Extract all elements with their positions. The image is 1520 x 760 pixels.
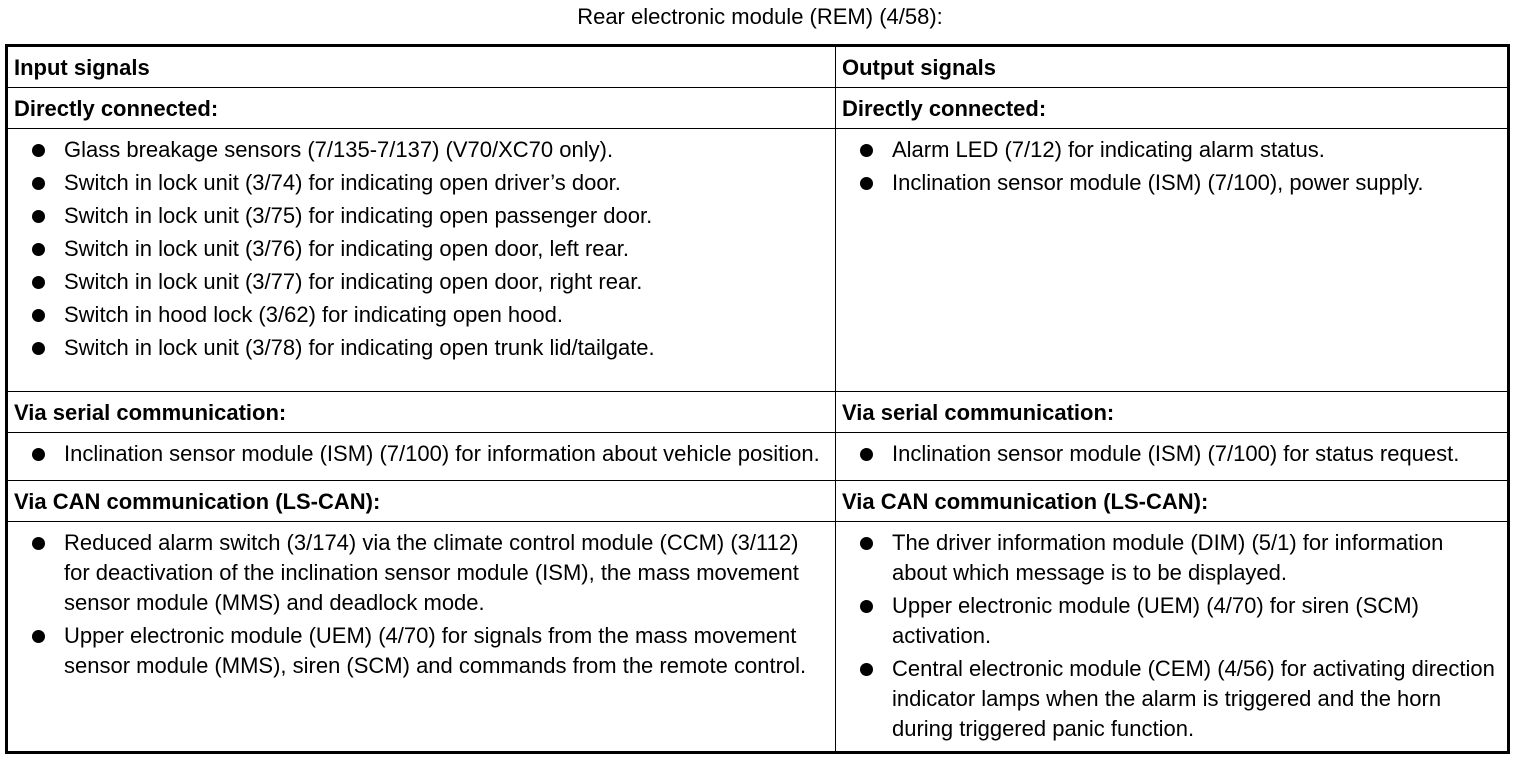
- list-item: [32, 439, 825, 469]
- output-direct-list: [836, 129, 1507, 205]
- output-can-heading: Via CAN communication (LS-CAN):: [836, 481, 1509, 522]
- input-direct-list: [8, 129, 835, 370]
- list-item: [32, 621, 825, 681]
- list-item: [32, 528, 825, 618]
- bullet-icon: [32, 342, 45, 355]
- bullet-icon: [860, 537, 873, 550]
- list-item-text: The driver information module (DIM) (5/1) for information about which message is to be displayed.: [892, 530, 1444, 585]
- output-serial-list: [836, 433, 1507, 476]
- list-item-text: Switch in hood lock (3/62) for indicating open hood.: [64, 302, 563, 327]
- list-item-text: Alarm LED (7/12) for indicating alarm status.: [892, 137, 1325, 162]
- direct-heading-row: [7, 88, 1509, 129]
- bullet-icon: [32, 177, 45, 190]
- direct-items-row: [7, 129, 1509, 392]
- list-item: [860, 591, 1497, 651]
- input-can-cell: [7, 522, 836, 753]
- list-item: [32, 333, 825, 363]
- bullet-icon: [860, 448, 873, 461]
- list-item-text: Switch in lock unit (3/77) for indicating open door, right rear.: [64, 269, 643, 294]
- serial-heading-row: [7, 392, 1509, 433]
- can-heading-row: [7, 481, 1509, 522]
- table-header-row: [7, 46, 1509, 88]
- output-signals-header: Output signals: [836, 46, 1509, 88]
- bullet-icon: [860, 663, 873, 676]
- list-item: [860, 168, 1497, 198]
- bullet-icon: [32, 144, 45, 157]
- serial-items-row: [7, 433, 1509, 481]
- list-item: [32, 267, 825, 297]
- bullet-icon: [32, 309, 45, 322]
- list-item-text: Inclination sensor module (ISM) (7/100), power supply.: [892, 170, 1424, 195]
- output-serial-cell: [836, 433, 1509, 481]
- list-item-text: Inclination sensor module (ISM) (7/100) for status request.: [892, 441, 1460, 467]
- bullet-icon: [32, 448, 45, 461]
- list-item-text: Switch in lock unit (3/75) for indicating open passenger door.: [64, 203, 653, 228]
- list-item: [32, 168, 825, 198]
- bullet-icon: [860, 177, 873, 190]
- list-item-text: Inclination sensor module (ISM) (7/100) for information about vehicle position.: [64, 441, 820, 467]
- bullet-icon: [860, 144, 873, 157]
- output-serial-heading: Via serial communication:: [836, 392, 1509, 433]
- list-item-text: Upper electronic module (UEM) (4/70) for signals from the mass movement sensor module (MMS), siren (SCM) and commands from the remote control.: [64, 623, 807, 678]
- output-can-list: [836, 522, 1507, 751]
- list-item: [32, 300, 825, 330]
- list-item: [860, 439, 1497, 469]
- document-title: Rear electronic module (REM) (4/58):: [577, 4, 943, 29]
- output-direct-heading: Directly connected:: [836, 88, 1509, 129]
- input-direct-heading: Directly connected:: [7, 88, 836, 129]
- list-item: [32, 234, 825, 264]
- list-item-text: Switch in lock unit (3/78) for indicating open trunk lid/tailgate.: [64, 335, 655, 360]
- bullet-icon: [32, 537, 45, 550]
- input-can-heading: Via CAN communication (LS-CAN):: [7, 481, 836, 522]
- output-direct-cell: [836, 129, 1509, 392]
- bullet-icon: [860, 600, 873, 613]
- list-item-text: Switch in lock unit (3/74) for indicating open driver’s door.: [64, 170, 621, 195]
- can-items-row: [7, 522, 1509, 753]
- input-can-list: [8, 522, 835, 688]
- bullet-icon: [32, 243, 45, 256]
- list-item: [32, 201, 825, 231]
- list-item-text: Switch in lock unit (3/76) for indicating open door, left rear.: [64, 236, 629, 261]
- input-serial-heading: Via serial communication:: [7, 392, 836, 433]
- input-serial-cell: [7, 433, 836, 481]
- list-item-text: Glass breakage sensors (7/135-7/137) (V70/XC70 only).: [64, 137, 614, 162]
- input-serial-list: [8, 433, 835, 476]
- list-item: [860, 528, 1497, 588]
- list-item-text: Upper electronic module (UEM) (4/70) for siren (SCM) activation.: [892, 593, 1419, 648]
- signals-table: [5, 44, 1510, 754]
- bullet-icon: [32, 276, 45, 289]
- list-item: [860, 135, 1497, 165]
- list-item: [860, 654, 1497, 744]
- output-can-cell: [836, 522, 1509, 753]
- bullet-icon: [32, 210, 45, 223]
- list-item: [32, 135, 825, 165]
- list-item-text: Reduced alarm switch (3/174) via the climate control module (CCM) (3/112) for deactivation of the inclination sensor module (ISM), the mass movement sensor module (MMS) and deadlock mode.: [64, 530, 799, 615]
- list-item-text: Central electronic module (CEM) (4/56) for activating direction indicator lamps when the alarm is triggered and the horn during triggered panic function.: [892, 656, 1495, 741]
- bullet-icon: [32, 630, 45, 643]
- input-signals-header: Input signals: [7, 46, 836, 88]
- input-direct-cell: [7, 129, 836, 392]
